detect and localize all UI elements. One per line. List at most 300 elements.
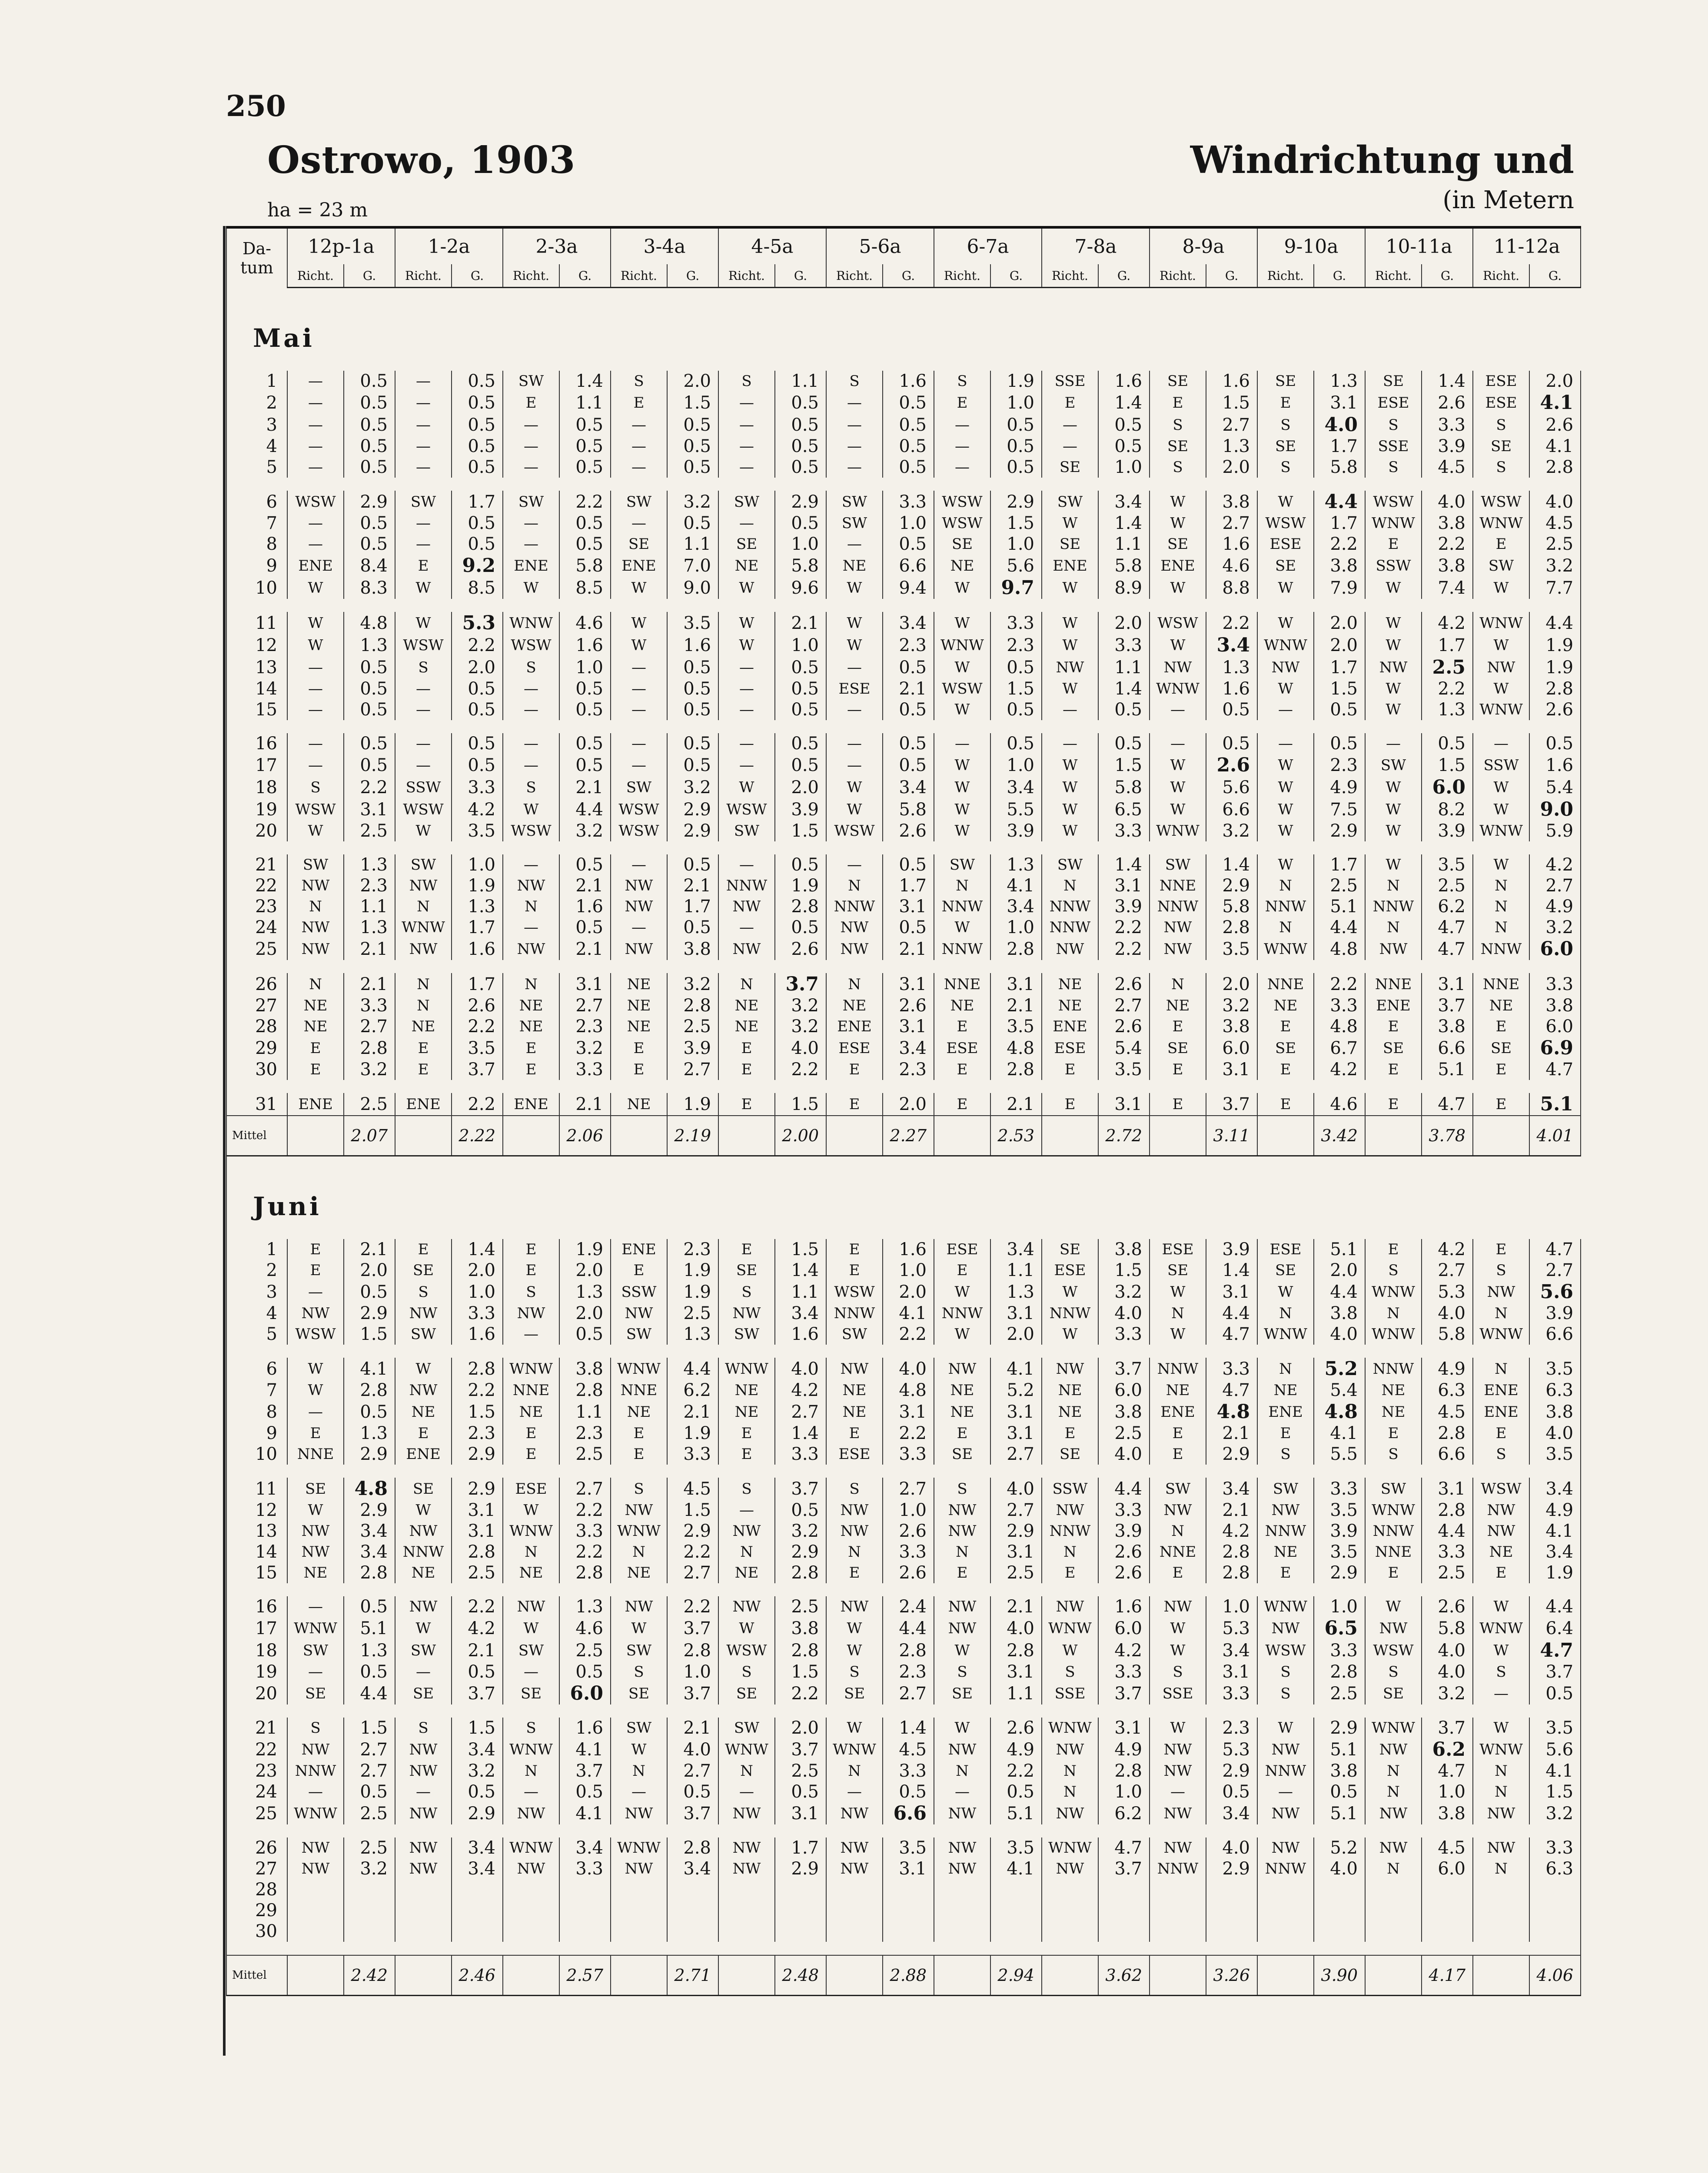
wind-speed-cell: 0.5 xyxy=(452,1781,503,1802)
wind-speed-cell: 6.7 xyxy=(1314,1037,1365,1059)
wind-direction-cell: E xyxy=(1365,1059,1422,1080)
wind-direction-cell: NW xyxy=(287,917,344,938)
wind-speed-cell: 3.2 xyxy=(1098,1281,1150,1303)
wind-direction-cell: — xyxy=(826,854,883,875)
wind-speed-cell xyxy=(344,1921,395,1942)
mean-empty-cell xyxy=(934,1955,990,1996)
wind-direction-cell: NW xyxy=(503,1303,559,1324)
wind-direction-cell: W xyxy=(934,577,990,599)
spacer-cell xyxy=(226,1345,1581,1358)
wind-direction-cell: NW xyxy=(1257,1617,1314,1639)
wind-speed-cell: 0.5 xyxy=(667,436,718,457)
speed-subheader: G. xyxy=(1529,264,1581,288)
wind-speed-cell: 2.1 xyxy=(775,612,826,634)
wind-direction-cell: NE xyxy=(1257,1380,1314,1401)
wind-direction-cell xyxy=(611,1900,667,1921)
wind-speed-cell: 3.9 xyxy=(1422,436,1473,457)
direction-subheader: Richt. xyxy=(934,264,990,288)
wind-direction-cell: W xyxy=(934,699,990,720)
wind-speed-cell: 4.5 xyxy=(1422,1837,1473,1858)
wind-direction-cell: S xyxy=(503,1281,559,1303)
wind-speed-cell: 0.5 xyxy=(452,534,503,555)
wind-direction-cell: SW xyxy=(718,821,775,841)
wind-speed-cell: 3.5 xyxy=(1422,854,1473,875)
wind-speed-cell: 2.8 xyxy=(1206,917,1257,938)
hour-header: 3-4a xyxy=(611,227,718,264)
hour-header: 6-7a xyxy=(934,227,1042,264)
day-row xyxy=(226,1444,1581,1465)
wind-direction-cell: S xyxy=(1257,414,1314,436)
wind-speed-cell: 2.3 xyxy=(1206,1718,1257,1738)
wind-speed-cell: 4.0 xyxy=(883,1358,934,1380)
wind-speed-cell: 3.5 xyxy=(1529,1358,1581,1380)
wind-speed-cell: 3.8 xyxy=(1314,555,1365,577)
day-number: 31 xyxy=(226,1093,287,1116)
wind-direction-cell: E xyxy=(718,1239,775,1260)
wind-speed-cell: 4.1 xyxy=(883,1303,934,1324)
wind-speed-cell: 2.7 xyxy=(559,995,611,1016)
direction-subheader: Richt. xyxy=(826,264,883,288)
speed-subheader: G. xyxy=(1314,264,1365,288)
wind-speed-cell: 2.6 xyxy=(1098,973,1150,995)
wind-speed-cell: 2.1 xyxy=(344,973,395,995)
wind-direction-cell: — xyxy=(1150,699,1206,720)
wind-direction-cell: E xyxy=(1150,1444,1206,1465)
wind-direction-cell: ESE xyxy=(1473,371,1529,392)
wind-speed-cell: 1.7 xyxy=(1422,634,1473,656)
wind-speed-cell: 1.6 xyxy=(452,938,503,960)
wind-speed-cell: 2.2 xyxy=(1422,534,1473,555)
wind-direction-cell: NW xyxy=(395,1761,452,1781)
wind-direction-cell: NW xyxy=(395,875,452,896)
wind-direction-cell: NW xyxy=(1042,1596,1098,1617)
wind-speed-max: 4.1 xyxy=(1540,392,1574,414)
wind-direction-cell: ENE xyxy=(287,555,344,577)
wind-speed-cell: 4.0 xyxy=(1529,491,1581,513)
wind-speed-cell: 2.0 xyxy=(1206,973,1257,995)
wind-speed-cell: 3.4 xyxy=(883,776,934,798)
wind-speed-cell: 3.5 xyxy=(1529,1444,1581,1465)
wind-direction-cell: NE xyxy=(718,1562,775,1583)
wind-speed-cell: 5.4 xyxy=(1529,776,1581,798)
day-row xyxy=(226,1037,1581,1059)
wind-speed-cell: 2.9 xyxy=(775,491,826,513)
wind-direction-cell: — xyxy=(503,1324,559,1345)
wind-speed-cell: 3.5 xyxy=(883,1837,934,1858)
wind-direction-cell: W xyxy=(826,634,883,656)
wind-speed-cell: 2.1 xyxy=(344,1239,395,1260)
day-row xyxy=(226,1738,1581,1761)
wind-direction-cell: NW xyxy=(503,1802,559,1824)
wind-speed-cell: 3.8 xyxy=(1529,995,1581,1016)
wind-speed-cell: 3.8 xyxy=(1422,1016,1473,1037)
wind-speed-cell: 1.0 xyxy=(1098,457,1150,478)
wind-speed-cell: 0.5 xyxy=(344,534,395,555)
wind-direction-cell: E xyxy=(1365,534,1422,555)
group-spacer xyxy=(226,1942,1581,1955)
wind-speed-max: 2.5 xyxy=(1432,656,1466,678)
mean-empty-cell xyxy=(1042,1955,1098,1996)
wind-direction-cell: NW xyxy=(1150,1596,1206,1617)
wind-speed-cell: 2.2 xyxy=(667,1542,718,1562)
wind-speed-cell xyxy=(1314,1617,1365,1639)
wind-direction-cell: N xyxy=(1473,1761,1529,1781)
wind-speed-max: 3.7 xyxy=(785,973,819,995)
wind-speed-cell: 1.0 xyxy=(990,917,1042,938)
wind-direction-cell: — xyxy=(718,1781,775,1802)
wind-direction-cell: ENE xyxy=(1473,1380,1529,1401)
mean-empty-cell xyxy=(1473,1955,1529,1996)
wind-speed-cell xyxy=(1529,1921,1581,1942)
day-number: 28 xyxy=(226,1879,287,1900)
wind-speed-max: 2.6 xyxy=(1216,754,1250,776)
wind-speed-cell xyxy=(1529,392,1581,414)
wind-direction-cell: NW xyxy=(1042,1802,1098,1824)
wind-speed-cell: 1.6 xyxy=(559,1718,611,1738)
wind-speed-cell: 0.5 xyxy=(1314,699,1365,720)
wind-speed-cell xyxy=(883,1921,934,1942)
wind-direction-cell: — xyxy=(1150,733,1206,754)
wind-speed-cell: 3.2 xyxy=(775,995,826,1016)
day-row xyxy=(226,973,1581,995)
day-number: 15 xyxy=(226,1562,287,1583)
mean-empty-cell xyxy=(287,1955,344,1996)
wind-direction-cell: N xyxy=(1473,917,1529,938)
wind-speed-cell: 3.1 xyxy=(344,798,395,821)
wind-speed-cell xyxy=(667,1900,718,1921)
wind-speed-cell: 3.7 xyxy=(667,1682,718,1705)
wind-speed-cell: 2.8 xyxy=(452,1358,503,1380)
wind-direction-cell: NE xyxy=(611,1401,667,1423)
wind-direction-cell: N xyxy=(718,1542,775,1562)
spacer-cell xyxy=(226,1583,1581,1596)
wind-direction-cell: ESE xyxy=(934,1037,990,1059)
wind-direction-cell: SE xyxy=(395,1478,452,1500)
wind-direction-cell: E xyxy=(718,1037,775,1059)
wind-speed-cell: 2.5 xyxy=(1098,1423,1150,1444)
wind-speed-cell xyxy=(1529,1281,1581,1303)
wind-direction-cell xyxy=(503,1879,559,1900)
wind-direction-cell: SW xyxy=(611,776,667,798)
wind-direction-cell: S xyxy=(287,1718,344,1738)
wind-speed-cell: 2.0 xyxy=(559,1303,611,1324)
wind-direction-cell xyxy=(826,1879,883,1900)
wind-speed-cell: 0.5 xyxy=(344,1781,395,1802)
wind-speed-cell: 3.3 xyxy=(883,1542,934,1562)
wind-speed-cell: 3.2 xyxy=(1529,917,1581,938)
wind-speed-cell: 0.5 xyxy=(559,534,611,555)
wind-speed-cell: 4.2 xyxy=(1098,1639,1150,1661)
wind-direction-cell: WNW xyxy=(1257,938,1314,960)
wind-direction-cell: SE xyxy=(1257,436,1314,457)
wind-speed-cell: 3.2 xyxy=(667,491,718,513)
mean-label: Mittel xyxy=(226,1955,287,1996)
wind-direction-cell: WNW xyxy=(934,634,990,656)
wind-speed-cell: 3.1 xyxy=(452,1521,503,1542)
wind-speed-cell: 3.3 xyxy=(1529,973,1581,995)
wind-direction-cell: WSW xyxy=(287,491,344,513)
wind-speed-cell: 0.5 xyxy=(452,436,503,457)
wind-speed-cell: 4.7 xyxy=(1422,938,1473,960)
wind-direction-cell: — xyxy=(395,1661,452,1682)
wind-direction-cell: N xyxy=(1150,1303,1206,1324)
wind-speed-cell: 3.1 xyxy=(1422,1478,1473,1500)
wind-direction-cell: E xyxy=(503,392,559,414)
wind-speed-cell: 3.1 xyxy=(883,1858,934,1879)
day-number: 29 xyxy=(226,1900,287,1921)
wind-direction-cell: N xyxy=(1365,1858,1422,1879)
wind-speed-cell: 2.8 xyxy=(559,1562,611,1583)
wind-direction-cell: N xyxy=(1365,1761,1422,1781)
day-number: 1 xyxy=(226,1239,287,1260)
day-row xyxy=(226,1423,1581,1444)
wind-direction-cell xyxy=(826,1921,883,1942)
wind-direction-cell: SW xyxy=(611,491,667,513)
wind-speed-cell: 1.3 xyxy=(344,917,395,938)
wind-direction-cell: NE xyxy=(718,995,775,1016)
wind-speed-cell: 1.0 xyxy=(1314,1596,1365,1617)
wind-speed-cell: 2.0 xyxy=(883,1281,934,1303)
wind-direction-cell: E xyxy=(826,1260,883,1281)
day-number: 4 xyxy=(226,436,287,457)
wind-direction-cell: WNW xyxy=(395,917,452,938)
wind-direction-cell: E xyxy=(611,1037,667,1059)
wind-speed-cell xyxy=(452,612,503,634)
day-number: 26 xyxy=(226,973,287,995)
wind-direction-cell: E xyxy=(718,1059,775,1080)
wind-speed-cell: 2.1 xyxy=(883,678,934,699)
wind-speed-cell xyxy=(1314,1401,1365,1423)
day-row xyxy=(226,1093,1581,1116)
wind-speed-cell: 1.1 xyxy=(667,534,718,555)
wind-speed-cell: 4.0 xyxy=(1422,1303,1473,1324)
wind-direction-cell xyxy=(718,1900,775,1921)
wind-speed-cell: 4.4 xyxy=(344,1682,395,1705)
wind-direction-cell: N xyxy=(1042,1781,1098,1802)
wind-speed-cell: 1.0 xyxy=(883,513,934,534)
wind-direction-cell: NE xyxy=(503,1562,559,1583)
wind-direction-cell: NW xyxy=(826,1358,883,1380)
wind-direction-cell: NW xyxy=(826,938,883,960)
wind-speed-cell: 0.5 xyxy=(775,392,826,414)
wind-speed-cell: 7.9 xyxy=(1314,577,1365,599)
day-row xyxy=(226,798,1581,821)
mean-value: 2.19 xyxy=(667,1116,718,1156)
wind-direction-cell: WSW xyxy=(934,678,990,699)
wind-direction-cell: — xyxy=(1473,1682,1529,1705)
wind-direction-cell: N xyxy=(934,1542,990,1562)
wind-direction-cell: W xyxy=(1473,1639,1529,1661)
day-row xyxy=(226,1802,1581,1824)
wind-speed-cell: 4.1 xyxy=(1314,1423,1365,1444)
mean-value: 3.78 xyxy=(1422,1116,1473,1156)
wind-direction-cell: NE xyxy=(826,555,883,577)
day-row xyxy=(226,1542,1581,1562)
wind-direction-cell: W xyxy=(1150,1324,1206,1345)
wind-speed-cell: 3.3 xyxy=(559,1059,611,1080)
wind-direction-cell: W xyxy=(1042,612,1098,634)
datum-header: Da- tum xyxy=(226,227,287,288)
wind-speed-cell: 3.7 xyxy=(1098,1682,1150,1705)
wind-speed-cell: 3.9 xyxy=(1098,896,1150,917)
wind-direction-cell: NE xyxy=(503,1401,559,1423)
wind-direction-cell: E xyxy=(611,1423,667,1444)
wind-direction-cell: W xyxy=(1042,821,1098,841)
mean-value: 4.17 xyxy=(1422,1955,1473,1996)
wind-speed-cell: 2.2 xyxy=(344,776,395,798)
mean-empty-cell xyxy=(503,1116,559,1156)
wind-direction-cell: E xyxy=(934,1059,990,1080)
wind-direction-cell: W xyxy=(934,1639,990,1661)
wind-speed-cell: 4.2 xyxy=(1314,1059,1365,1080)
wind-speed-cell xyxy=(1529,1037,1581,1059)
wind-direction-cell: E xyxy=(718,1423,775,1444)
wind-speed-cell: 0.5 xyxy=(559,513,611,534)
wind-direction-cell: NW xyxy=(1473,1802,1529,1824)
wind-direction-cell: SSE xyxy=(1150,1682,1206,1705)
wind-direction-cell: W xyxy=(934,1718,990,1738)
wind-speed-cell: 3.2 xyxy=(344,1858,395,1879)
wind-direction-cell: W xyxy=(503,1500,559,1521)
wind-speed-cell: 3.3 xyxy=(452,776,503,798)
hour-header: 10-11a xyxy=(1365,227,1473,264)
wind-direction-cell: W xyxy=(395,1617,452,1639)
wind-speed-cell: 4.0 xyxy=(667,1738,718,1761)
wind-direction-cell: E xyxy=(395,555,452,577)
wind-direction-cell xyxy=(1150,1879,1206,1900)
wind-speed-cell: 7.5 xyxy=(1314,798,1365,821)
wind-speed-cell: 3.1 xyxy=(559,973,611,995)
group-spacer xyxy=(226,1824,1581,1837)
day-row xyxy=(226,1858,1581,1879)
wind-speed-cell: 0.5 xyxy=(1529,1682,1581,1705)
wind-direction-cell: WSW xyxy=(934,491,990,513)
wind-speed-cell: 3.7 xyxy=(452,1682,503,1705)
wind-direction-cell: W xyxy=(1150,513,1206,534)
wind-direction-cell: NW xyxy=(934,1802,990,1824)
wind-direction-cell: ENE xyxy=(1257,1401,1314,1423)
wind-direction-cell: NW xyxy=(934,1500,990,1521)
wind-speed-cell: 3.7 xyxy=(775,1478,826,1500)
wind-direction-cell: WSW xyxy=(718,798,775,821)
wind-direction-cell: N xyxy=(718,973,775,995)
wind-speed-cell: 3.2 xyxy=(344,1059,395,1080)
mean-value: 3.26 xyxy=(1206,1955,1257,1996)
day-row xyxy=(226,414,1581,436)
wind-direction-cell: NW xyxy=(826,1596,883,1617)
day-row xyxy=(226,634,1581,656)
wind-direction-cell: WSW xyxy=(503,634,559,656)
wind-speed-cell: 1.7 xyxy=(1314,854,1365,875)
wind-direction-cell: NW xyxy=(1365,1837,1422,1858)
day-number: 7 xyxy=(226,1380,287,1401)
wind-speed-cell xyxy=(559,1879,611,1900)
wind-speed-cell: 0.5 xyxy=(1206,699,1257,720)
wind-speed-cell: 2.3 xyxy=(883,634,934,656)
wind-speed-cell xyxy=(775,1900,826,1921)
wind-direction-cell: — xyxy=(611,917,667,938)
wind-direction-cell: ENE xyxy=(395,1444,452,1465)
mean-empty-cell xyxy=(287,1116,344,1156)
wind-speed-cell: 3.7 xyxy=(667,1802,718,1824)
wind-speed-cell: 2.5 xyxy=(667,1016,718,1037)
wind-speed-cell: 4.0 xyxy=(1529,1423,1581,1444)
wind-speed-cell: 0.5 xyxy=(559,1661,611,1682)
wind-direction-cell: NE xyxy=(395,1016,452,1037)
mean-empty-cell xyxy=(395,1955,452,1996)
wind-speed-cell: 0.5 xyxy=(452,392,503,414)
wind-direction-cell: NNE xyxy=(611,1380,667,1401)
wind-direction-cell: E xyxy=(503,1444,559,1465)
wind-direction-cell: S xyxy=(1473,414,1529,436)
wind-direction-cell: — xyxy=(826,733,883,754)
wind-speed-cell: 3.9 xyxy=(775,798,826,821)
wind-speed-cell: 3.7 xyxy=(775,1738,826,1761)
wind-speed-cell: 1.0 xyxy=(1422,1781,1473,1802)
wind-direction-cell: E xyxy=(934,1562,990,1583)
day-row xyxy=(226,1781,1581,1802)
wind-speed-cell: 2.6 xyxy=(883,1562,934,1583)
speed-subheader: G. xyxy=(1098,264,1150,288)
wind-speed-cell xyxy=(990,577,1042,599)
day-number: 4 xyxy=(226,1303,287,1324)
mean-empty-cell xyxy=(1365,1116,1422,1156)
wind-direction-cell: WNW xyxy=(1473,612,1529,634)
wind-direction-cell: W xyxy=(1042,513,1098,534)
wind-speed-cell: 3.1 xyxy=(990,1542,1042,1562)
wind-speed-cell: 2.3 xyxy=(883,1059,934,1080)
wind-speed-cell: 4.0 xyxy=(990,1617,1042,1639)
wind-speed-cell: 0.5 xyxy=(452,457,503,478)
wind-speed-cell: 3.4 xyxy=(1098,491,1150,513)
wind-direction-cell: N xyxy=(1042,1542,1098,1562)
day-number: 27 xyxy=(226,995,287,1016)
wind-direction-cell: NW xyxy=(934,1358,990,1380)
wind-speed-cell: 2.8 xyxy=(344,1380,395,1401)
wind-speed-cell: 9.6 xyxy=(775,577,826,599)
wind-direction-cell: W xyxy=(718,612,775,634)
wind-speed-cell: 2.3 xyxy=(883,1661,934,1682)
day-number: 18 xyxy=(226,776,287,798)
wind-speed-cell: 3.1 xyxy=(775,1802,826,1824)
wind-direction-cell: — xyxy=(287,513,344,534)
wind-direction-cell: W xyxy=(395,821,452,841)
wind-speed-cell: 2.3 xyxy=(344,875,395,896)
wind-speed-cell: 0.5 xyxy=(667,917,718,938)
wind-speed-cell: 2.8 xyxy=(667,1837,718,1858)
wind-direction-cell: N xyxy=(1473,1303,1529,1324)
wind-speed-cell: 2.1 xyxy=(559,938,611,960)
wind-speed-cell: 4.9 xyxy=(1314,776,1365,798)
wind-speed-cell: 3.3 xyxy=(559,1858,611,1879)
wind-speed-cell: 4.4 xyxy=(1422,1521,1473,1542)
wind-speed-cell: 0.5 xyxy=(775,436,826,457)
wind-direction-cell: WSW xyxy=(1365,1639,1422,1661)
wind-speed-cell: 2.5 xyxy=(775,1761,826,1781)
day-row xyxy=(226,513,1581,534)
wind-speed-cell: 1.4 xyxy=(775,1423,826,1444)
speed-subheader: G. xyxy=(452,264,503,288)
wind-direction-cell: — xyxy=(287,1401,344,1423)
wind-direction-cell: NE xyxy=(1365,1380,1422,1401)
wind-direction-cell: N xyxy=(934,1761,990,1781)
wind-direction-cell: WNW xyxy=(503,1521,559,1542)
mean-empty-cell xyxy=(395,1116,452,1156)
wind-speed-cell xyxy=(1206,1879,1257,1900)
wind-speed-cell: 4.8 xyxy=(344,612,395,634)
wind-direction-cell: SW xyxy=(934,854,990,875)
wind-table-container xyxy=(226,226,1578,1996)
